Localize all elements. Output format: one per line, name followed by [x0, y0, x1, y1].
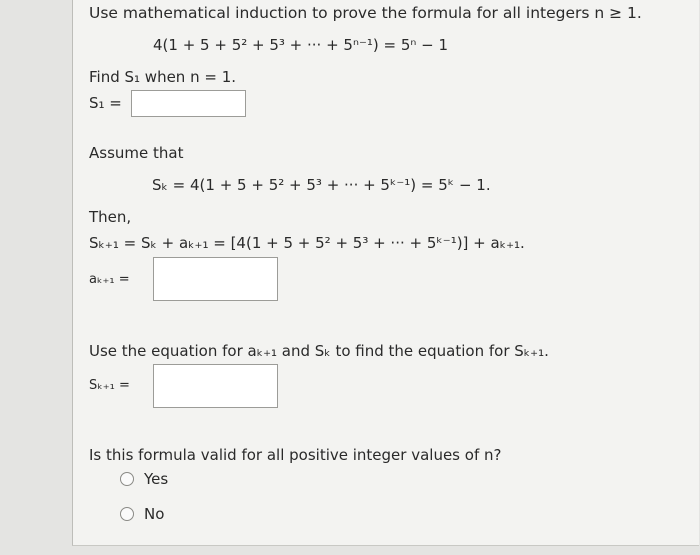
step1-instruction: Find S₁ when n = 1. [89, 68, 237, 86]
sk1-input[interactable] [153, 364, 278, 408]
assume-label: Assume that [89, 144, 184, 162]
option-yes[interactable] [120, 470, 168, 488]
question-prompt: Use mathematical induction to prove the formula for all integers n ≥ 1. [89, 4, 642, 22]
sk1-label: Sₖ₊₁ = [89, 378, 130, 393]
yes-radio[interactable] [120, 472, 134, 486]
s1-label: S₁ = [89, 94, 122, 112]
step3-instruction: Use the equation for aₖ₊₁ and Sₖ to find the equation for Sₖ₊₁. [89, 342, 549, 360]
induction-formula: 4(1 + 5 + 5² + 5³ + ··· + 5ⁿ⁻¹) = 5ⁿ − 1 [153, 36, 448, 54]
assumption-equation: Sₖ = 4(1 + 5 + 5² + 5³ + ··· + 5ᵏ⁻¹) = 5ᵏ − 1. [152, 176, 491, 194]
s1-input[interactable] [131, 90, 246, 117]
question-card [72, 0, 699, 546]
step4-question: Is this formula valid for all positive integer values of n? [89, 446, 502, 464]
yes-label: Yes [144, 470, 169, 488]
ak1-label: aₖ₊₁ = [89, 272, 130, 287]
no-label: No [144, 505, 165, 523]
then-label: Then, [89, 208, 132, 226]
no-radio[interactable] [120, 507, 134, 521]
then-equation: Sₖ₊₁ = Sₖ + aₖ₊₁ = [4(1 + 5 + 5² + 5³ + ··· + 5ᵏ⁻¹)] + aₖ₊₁. [89, 234, 525, 252]
ak1-input[interactable] [153, 257, 278, 301]
option-no[interactable] [120, 505, 164, 523]
